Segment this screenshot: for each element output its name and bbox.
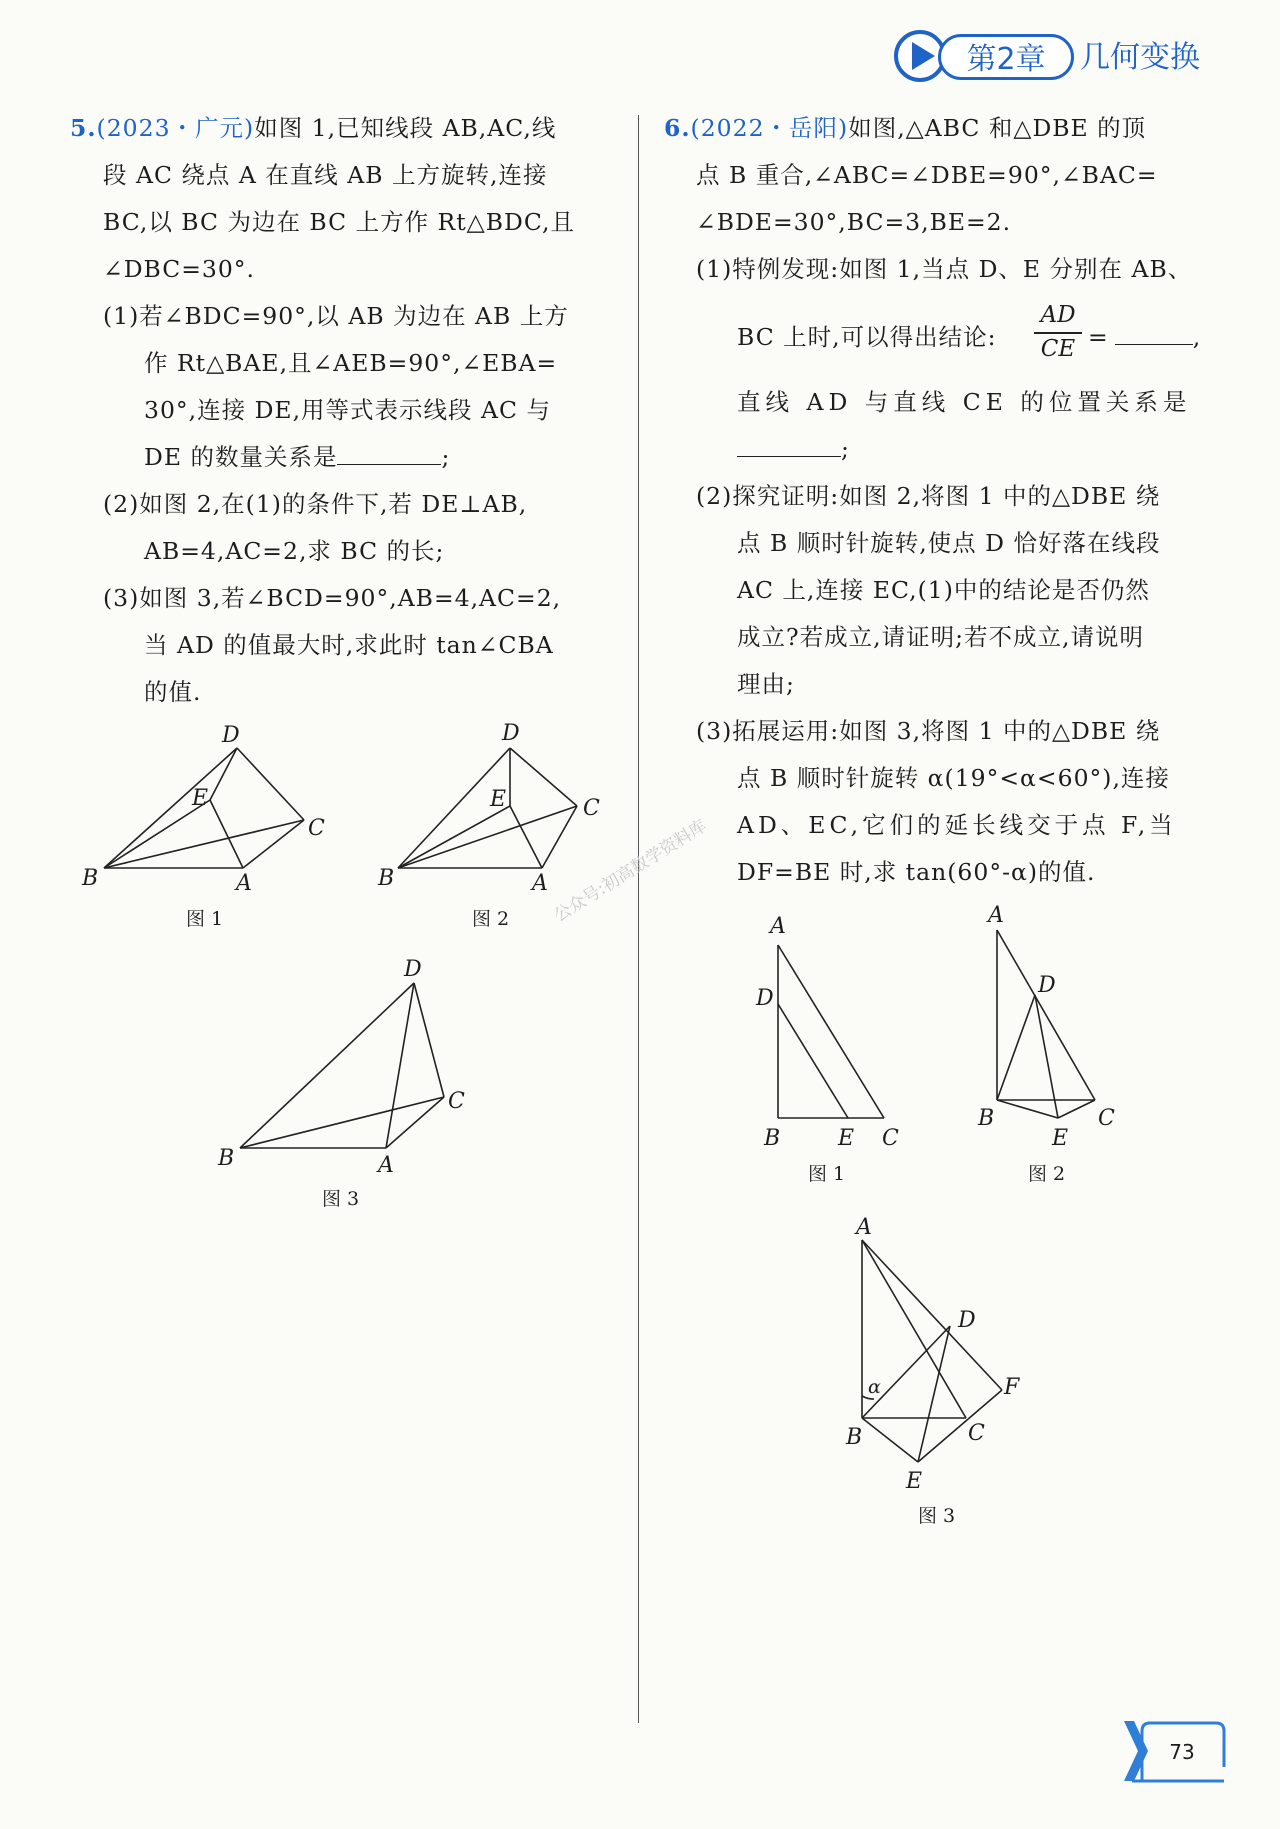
problem5-text: 如图 1,已知线段 AB,AC,线 <box>254 114 557 142</box>
problem6-part2-line-1: (2)探究证明:如图 2,将图 1 中的△DBE 绕 <box>696 482 1161 510</box>
problem6-part1-line-4 <box>737 434 850 464</box>
problem5-part1-line-1: (1)若∠BDC=90°,以 AB 为边在 AB 上方 <box>103 302 569 330</box>
answer-blank <box>337 444 441 465</box>
p6-figure-2 <box>997 930 1095 1118</box>
p5-f3-label-b: B <box>218 1146 235 1171</box>
problem5-line-3: BC,以 BC 为边在 BC 上方作 Rt△BDC,且 <box>103 208 575 236</box>
p5-f2-label-d: D <box>502 721 520 746</box>
answer-blank <box>737 436 841 457</box>
p5-f1-label-e: E <box>192 786 209 811</box>
problem5-line-2: 段 AC 绕点 A 在直线 AB 上方旋转,连接 <box>103 161 548 189</box>
p6-f3-caption: 图 3 <box>918 1505 956 1527</box>
p6-f1-label-b: B <box>764 1126 781 1151</box>
p6-f3-label-a: A <box>856 1215 872 1240</box>
problem6-text: 如图,△ABC 和△DBE 的顶 <box>848 114 1147 142</box>
chapter-header <box>892 28 1232 92</box>
problem6-part3-line-1: (3)拓展运用:如图 3,将图 1 中的△DBE 绕 <box>696 717 1161 745</box>
problem5-source: (2023・广元) <box>96 114 255 142</box>
problem5-part1-end: ; <box>441 443 451 471</box>
p5-f2-label-c: C <box>583 796 600 821</box>
p6-f3-label-f: F <box>1004 1375 1020 1400</box>
problem6-part1-line-1: (1)特例发现:如图 1,当点 D、E 分别在 AB、 <box>696 255 1193 283</box>
p5-f2-caption: 图 2 <box>472 908 510 930</box>
problem6-figures <box>640 890 1280 1530</box>
problem6-source: (2022・岳阳) <box>690 114 849 142</box>
problem6-part2-line-3: AC 上,连接 EC,(1)中的结论是否仍然 <box>737 576 1150 604</box>
p6-f1-label-a: A <box>770 914 786 939</box>
p5-figure-3 <box>240 983 444 1148</box>
problem5-part1-line-2: 作 Rt△BAE,且∠AEB=90°,∠EBA= <box>144 349 558 377</box>
problem6-part2-line-2: 点 B 顺时针旋转,使点 D 恰好落在线段 <box>737 529 1161 557</box>
equals-sign: = <box>1088 323 1109 351</box>
p5-f3-label-a: A <box>378 1153 394 1178</box>
problem5-part1-line-4 <box>144 442 450 472</box>
problem5-part2-line-1: (2)如图 2,在(1)的条件下,若 DE⊥AB, <box>103 490 528 518</box>
problem5-line-1 <box>70 113 556 143</box>
p5-f1-label-c: C <box>308 816 325 841</box>
problem6-part1-line-2 <box>737 322 997 352</box>
problem6-line-2: 点 B 重合,∠ABC=∠DBE=90°,∠BAC= <box>696 161 1158 189</box>
problem5-part2-line-2: AB=4,AC=2,求 BC 的长; <box>144 537 445 565</box>
p6-f1-label-e: E <box>838 1126 855 1151</box>
p6-f2-label-e: E <box>1052 1126 1069 1151</box>
p5-f3-label-d: D <box>404 957 422 982</box>
problem5-part3-line-1: (3)如图 3,若∠BCD=90°,AB=4,AC=2, <box>103 584 562 612</box>
problem5-figures <box>0 700 640 1220</box>
p5-f1-caption: 图 1 <box>186 908 224 930</box>
p6-f1-label-d: D <box>756 986 774 1011</box>
frac-numerator: AD <box>1040 302 1076 328</box>
problem6-part2-line-4: 成立?若成立,请证明;若不成立,请说明 <box>737 623 1144 651</box>
p6-f2-label-d: D <box>1038 973 1056 998</box>
p5-f1-label-b: B <box>82 866 99 891</box>
p6-f2-label-c: C <box>1098 1106 1115 1131</box>
page-number: 73 <box>1169 1740 1195 1764</box>
problem6-part1-semicolon: ; <box>841 435 850 463</box>
frac-denominator: CE <box>1040 336 1076 362</box>
p5-f2-label-a: A <box>532 871 548 896</box>
p5-f2-label-b: B <box>378 866 395 891</box>
p6-f1-caption: 图 1 <box>808 1163 846 1185</box>
watermark: 公众号:初高数学资料库 <box>550 816 711 927</box>
p6-f3-label-e: E <box>906 1469 923 1494</box>
problem5-part1-text: DE 的数量关系是 <box>144 443 338 471</box>
problem5-line-4: ∠DBC=30°. <box>103 255 256 283</box>
p6-f2-label-a: A <box>988 903 1004 928</box>
problem5-part3-line-2: 当 AD 的值最大时,求此时 tan∠CBA <box>144 631 554 659</box>
chapter-label: 第2章 <box>938 34 1074 80</box>
p5-f3-label-c: C <box>448 1089 465 1114</box>
problem6-number: 6. <box>664 114 691 142</box>
problem6-part1-eq <box>1088 322 1201 352</box>
chapter-title: 几何变换 <box>1080 40 1200 75</box>
problem6-part2-line-5: 理由; <box>737 670 795 698</box>
p6-f3-label-d: D <box>958 1308 976 1333</box>
p5-figure-2 <box>398 748 577 868</box>
p6-f1-label-c: C <box>882 1126 899 1151</box>
p5-f1-label-d: D <box>222 723 240 748</box>
p6-f2-label-b: B <box>978 1106 995 1131</box>
p5-f1-label-a: A <box>236 871 252 896</box>
answer-blank <box>1115 324 1193 345</box>
problem5-part1-line-3: 30°,连接 DE,用等式表示线段 AC 与 <box>144 396 551 424</box>
p6-figure-1 <box>778 945 884 1118</box>
p5-f2-label-e: E <box>490 787 507 812</box>
problem5-part3-line-3: 的值. <box>144 678 202 706</box>
p5-f3-caption: 图 3 <box>322 1188 360 1210</box>
problem5-number: 5. <box>70 114 97 142</box>
problem6-part1-text: BC 上时,可以得出结论: <box>737 323 997 351</box>
problem6-part3-line-3: AD、EC,它们的延长线交于点 F,当 <box>737 811 1177 839</box>
problem6-part3-line-4: DF=BE 时,求 tan(60°-α)的值. <box>737 858 1096 886</box>
p6-f3-label-c: C <box>968 1421 985 1446</box>
p6-f2-caption: 图 2 <box>1028 1163 1066 1185</box>
problem6-line-3: ∠BDE=30°,BC=3,BE=2. <box>696 208 1012 236</box>
problem6-line-1 <box>664 113 1146 143</box>
problem6-part3-line-2: 点 B 顺时针旋转 α(19°<α<60°),连接 <box>737 764 1170 792</box>
p6-f3-label-b: B <box>846 1425 863 1450</box>
problem6-part1-comma: , <box>1192 323 1202 351</box>
problem6-part1-line-3: 直线 AD 与直线 CE 的位置关系是 <box>737 388 1192 416</box>
p6-f3-label-alpha: α <box>868 1376 881 1398</box>
